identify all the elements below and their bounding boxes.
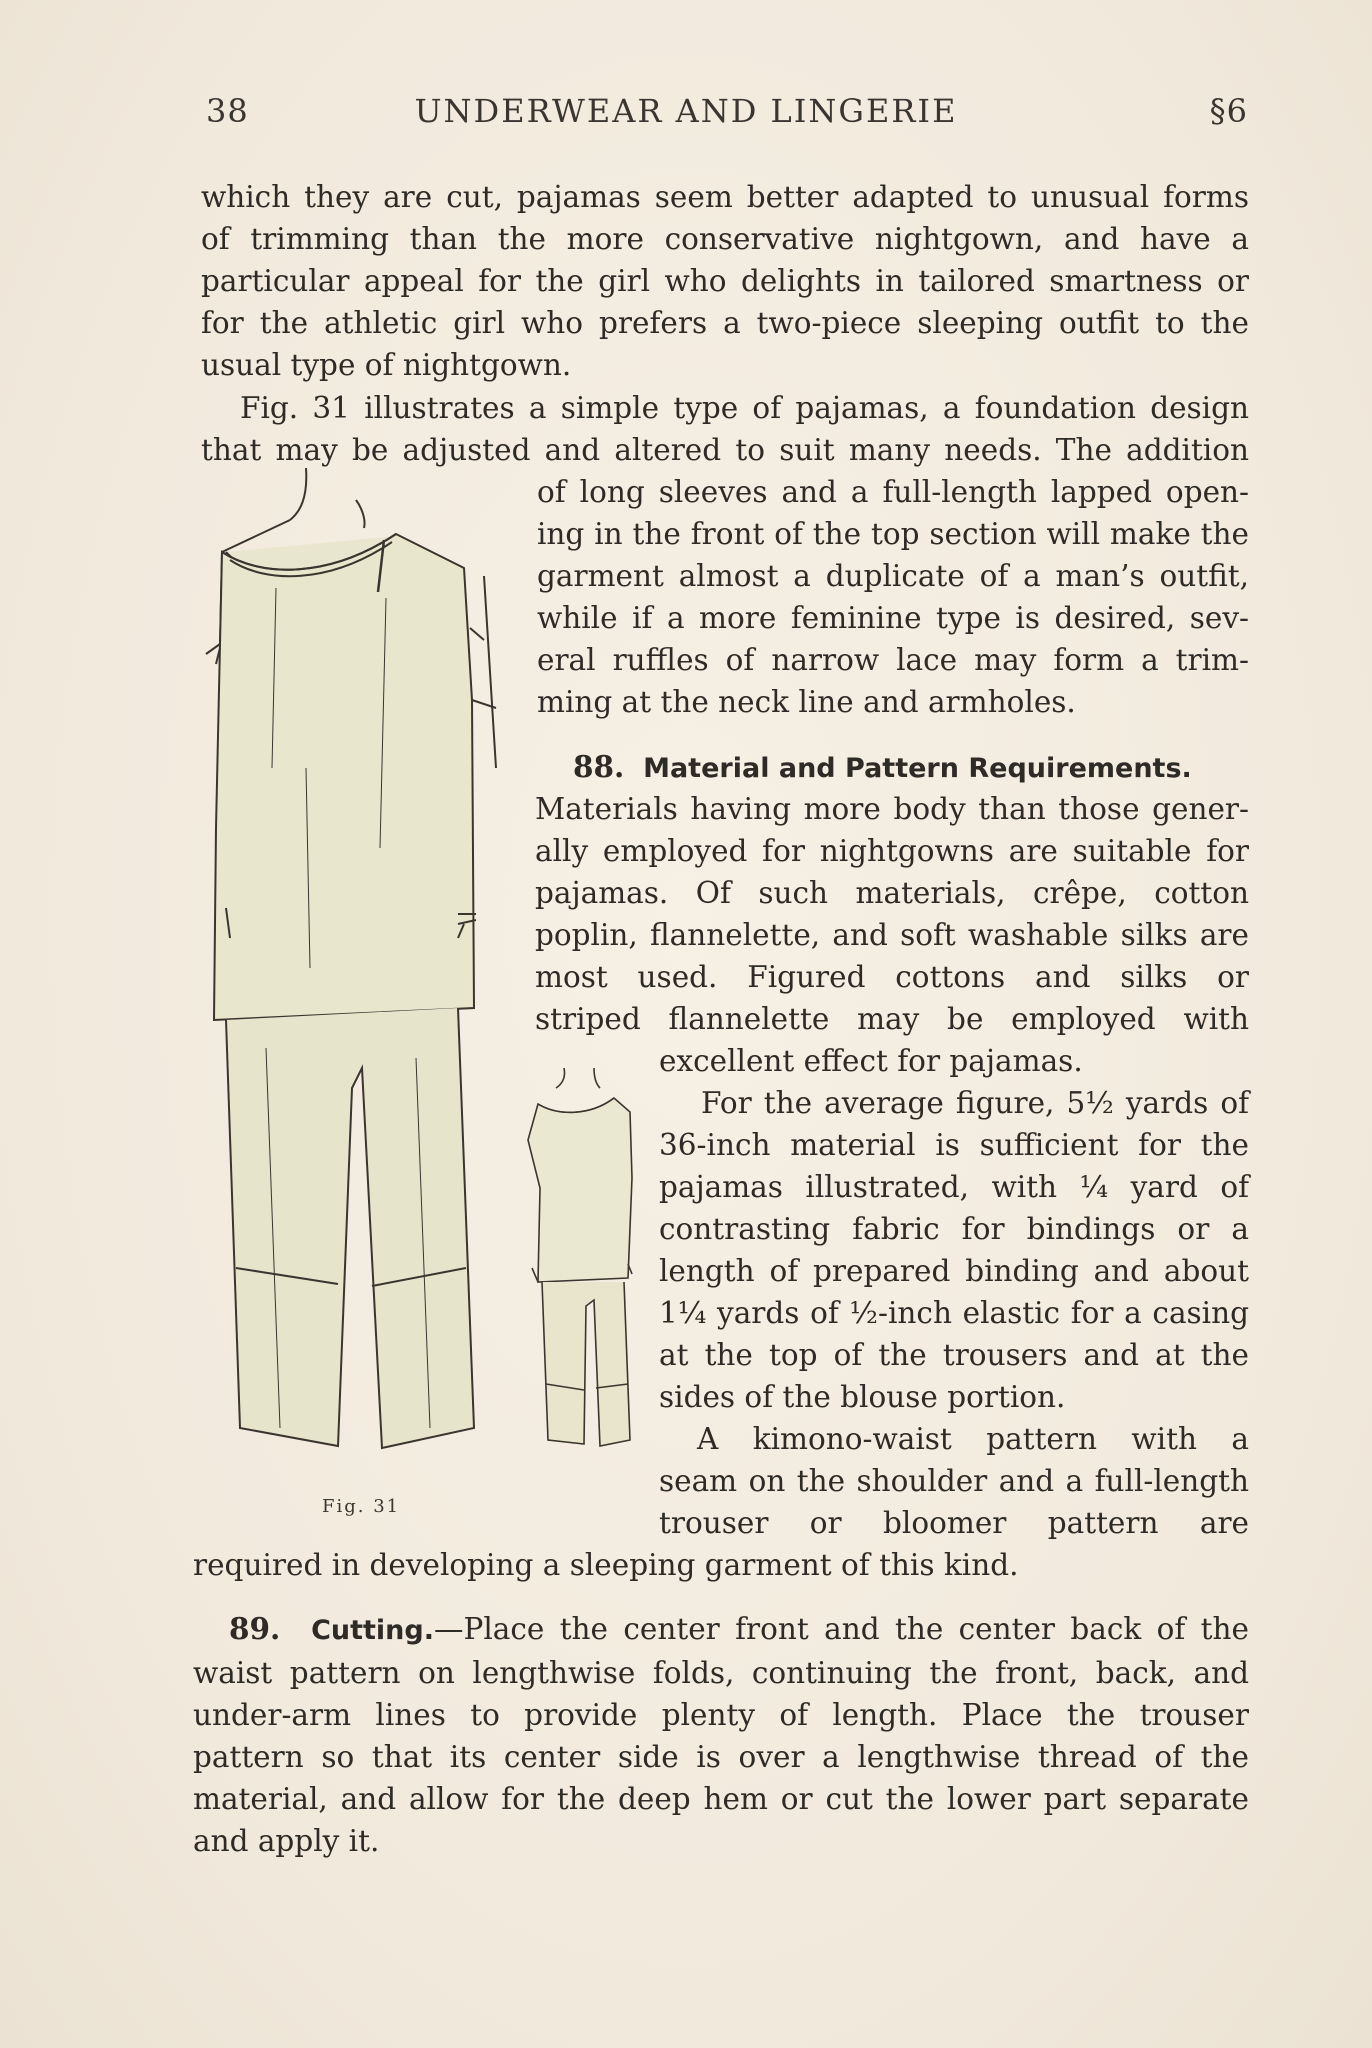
paragraph-fig31-line1 — [240, 387, 1249, 429]
text-line: garment almost a duplicate of a man’s outfit, — [537, 559, 1249, 593]
text-line: for the athletic girl who prefers a two-piece sleeping outfit to the — [201, 306, 1249, 340]
section-title: Cutting. — [311, 1615, 434, 1646]
text-line: while if a more feminine type is desired, sev- — [537, 601, 1249, 635]
text-line: at the top of the trousers and at the — [659, 1338, 1249, 1372]
text-line: excellent effect for pajamas. — [659, 1044, 1083, 1078]
paragraph-intro — [201, 176, 1249, 386]
text-line: seam on the shoulder and a full-length — [659, 1464, 1249, 1498]
text-line: waist pattern on lengthwise folds, continuing the front, back, and — [193, 1656, 1249, 1690]
figure-caption: Fig. 31 — [322, 1496, 401, 1517]
section-88-paragraph-2 — [659, 1082, 1249, 1418]
pajamas-back-view-illustration — [524, 1068, 636, 1458]
text-line: required in developing a sleeping garment of this kind. — [193, 1548, 1019, 1582]
section-88-paragraph-3 — [659, 1418, 1249, 1544]
text-line: striped flannelette may be employed with — [535, 1002, 1249, 1036]
text-line: Materials having more body than those gener- — [535, 792, 1249, 826]
text-line: most used. Figured cottons and silks or — [535, 960, 1249, 994]
text-line: under-arm lines to provide plenty of length. Place the trouser — [193, 1698, 1249, 1732]
text-line-rest: —Place the center front and the center back of the — [433, 1612, 1249, 1646]
text-line: of long sleeves and a full-length lapped open- — [537, 475, 1249, 509]
section-88-paragraph-1 — [535, 788, 1249, 1040]
section-number: 88. — [573, 749, 625, 784]
text-line: ally employed for nightgowns are suitable for — [535, 834, 1249, 868]
text-line: For the average figure, 5½ yards of — [701, 1086, 1249, 1120]
text-line: pajamas illustrated, with ¼ yard of — [659, 1170, 1249, 1204]
text-line: ming at the neck line and armholes. — [537, 685, 1076, 719]
text-line: particular appeal for the girl who delights in tailored smartness or — [201, 264, 1249, 298]
paragraph-fig31-line2 — [201, 429, 1249, 471]
paragraph-fig31-wrap — [537, 471, 1249, 723]
section-89-paragraph — [193, 1608, 1249, 1862]
running-title: UNDERWEAR AND LINGERIE — [414, 92, 958, 130]
text-line: 36-inch material is sufficient for the — [659, 1128, 1249, 1162]
text-line: length of prepared binding and about — [659, 1254, 1249, 1288]
pajamas-illustration — [196, 468, 528, 1484]
text-line: ing in the front of the top section will make the — [537, 517, 1249, 551]
text-line — [193, 1608, 1249, 1652]
text-line: material, and allow for the deep hem or cut the lower part separate — [193, 1782, 1249, 1816]
section-mark: §6 — [1209, 92, 1248, 130]
text-line: 1¼ yards of ½-inch elastic for a casing — [659, 1296, 1249, 1330]
text-line: that may be adjusted and altered to suit many needs. The addition — [201, 433, 1249, 467]
text-line: pattern so that its center side is over a lengthwise thread of the — [193, 1740, 1249, 1774]
text-line: sides of the blouse portion. — [659, 1380, 1066, 1414]
text-line: and apply it. — [193, 1824, 380, 1858]
text-line: trouser or bloomer pattern are — [659, 1506, 1249, 1540]
text-line: A kimono-waist pattern with a — [697, 1422, 1249, 1456]
text-line: usual type of nightgown. — [201, 348, 572, 382]
section-title: Material and Pattern Requirements. — [643, 753, 1192, 784]
section-88-paragraph-3-end — [193, 1544, 1249, 1586]
section-number: 89. — [229, 1611, 281, 1646]
text-line: of trimming than the more conservative nightgown, and have a — [201, 222, 1249, 256]
text-line: poplin, flannelette, and soft washable silks are — [535, 918, 1249, 952]
section-88-paragraph-1-end — [659, 1040, 1249, 1082]
text-line: eral ruffles of narrow lace may form a trim- — [537, 643, 1249, 677]
page-number: 38 — [206, 92, 249, 130]
section-88-heading — [573, 746, 1249, 790]
text-line: which they are cut, pajamas seem better adapted to unusual forms — [201, 180, 1249, 214]
text-line: Fig. 31 illustrates a simple type of pajamas, a foundation design — [240, 391, 1249, 425]
text-line: pajamas. Of such materials, crêpe, cotton — [535, 876, 1249, 910]
text-line: contrasting fabric for bindings or a — [659, 1212, 1249, 1246]
